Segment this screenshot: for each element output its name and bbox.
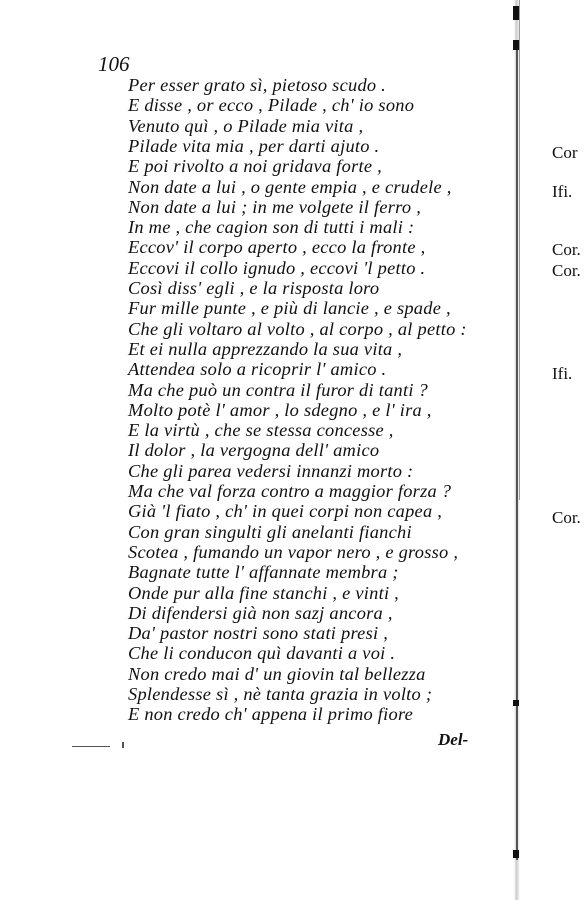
verse-line: Eccov' il corpo aperto , ecco la fronte , — [128, 237, 426, 258]
verse-line: Di difendersi già non sazj ancora , — [128, 602, 393, 623]
bottom-rule — [72, 746, 110, 747]
verse-line: In me , che cagion son di tutti i mali : — [128, 217, 415, 238]
verse-line: Onde pur alla fine stanchi , e vinti , — [128, 582, 400, 603]
speaker-label: Cor. — [552, 240, 581, 259]
verse-line: Bagnate tutte l' affannate membra ; — [128, 562, 399, 583]
verse-line: Già 'l fiato , ch' in quei corpi non capea , — [128, 501, 443, 522]
verse-line: Non credo mai d' un giovin tal bellezza — [128, 663, 426, 684]
gutter — [512, 0, 526, 900]
gutter-line-faint — [519, 0, 520, 500]
catchword: Del- — [438, 730, 469, 749]
verse-line: E poi rivolto a noi gridava forte , — [128, 156, 382, 177]
speaker-label: Cor — [552, 143, 578, 162]
speaker-label: Cor. — [552, 508, 581, 527]
verse-line: Et ei nulla apprezzando la sua vita , — [128, 338, 403, 359]
verse-line: E la virtù , che se stessa concesse , — [128, 420, 394, 441]
verse-line: Così diss' egli , e la risposta loro — [128, 278, 380, 298]
verse-line: Che gli voltaro al volto , al corpo , al petto : — [128, 318, 467, 339]
facing-page-edge — [540, 0, 585, 900]
gutter-blot — [513, 6, 519, 20]
verse-line: Che gli parea vedersi innanzi morto : — [128, 460, 414, 481]
verse-line: Il dolor , la vergogna dell' amico — [128, 440, 380, 461]
verse-line: E non credo ch' appena il primo fiore — [128, 704, 414, 725]
verse-line: Da' pastor nostri sono stati presi , — [128, 623, 389, 644]
verse-line: Venuto quì , o Pilade mia vita , — [128, 115, 364, 136]
speaker-label: Ifi. — [552, 364, 573, 383]
verse-line: Per esser grato sì, pietoso scudo . — [128, 75, 387, 95]
verse-line: E disse , or ecco , Pilade , ch' io sono — [128, 95, 415, 116]
verse-line: Pilade vita mia , per darti ajuto . — [128, 135, 380, 156]
gutter-blot — [513, 40, 519, 50]
gutter-line — [516, 40, 518, 860]
gutter-blot — [513, 700, 519, 706]
verse-line: Fur mille punte , e più di lancie , e spade , — [128, 298, 451, 319]
bottom-marks — [72, 740, 132, 750]
verse-line: Non date a lui ; in me volgete il ferro , — [128, 196, 422, 217]
verse-line: Eccovi il collo ignudo , eccovi 'l petto . — [128, 257, 426, 278]
speaker-label: Cor. — [552, 261, 581, 280]
verse-line: Non date a lui , o gente empia , e crudele , — [128, 176, 452, 197]
gutter-blot — [513, 850, 519, 858]
verse-line: Molto potè l' amor , lo sdegno , e l' ira , — [128, 399, 432, 420]
page-number: 106 — [98, 52, 130, 76]
verse-line: Splendesse sì , nè tanta grazia in volto ; — [128, 684, 433, 704]
verse-line: Con gran singulti gli anelanti fianchi — [128, 521, 412, 542]
verse-line: Scotea , fumando un vapor nero , e grosso , — [128, 541, 459, 562]
speaker-label: Ifi. — [552, 182, 573, 201]
verse-line: Ma che può un contra il furor di tanti ? — [128, 379, 428, 400]
verse-line: Attendea solo a ricoprir l' amico . — [128, 359, 387, 380]
verse-line: Ma che val forza contro a maggior forza ? — [128, 481, 452, 501]
verse-line: Che li conducon quì davanti a voi . — [128, 643, 396, 664]
bottom-tick — [122, 742, 124, 748]
